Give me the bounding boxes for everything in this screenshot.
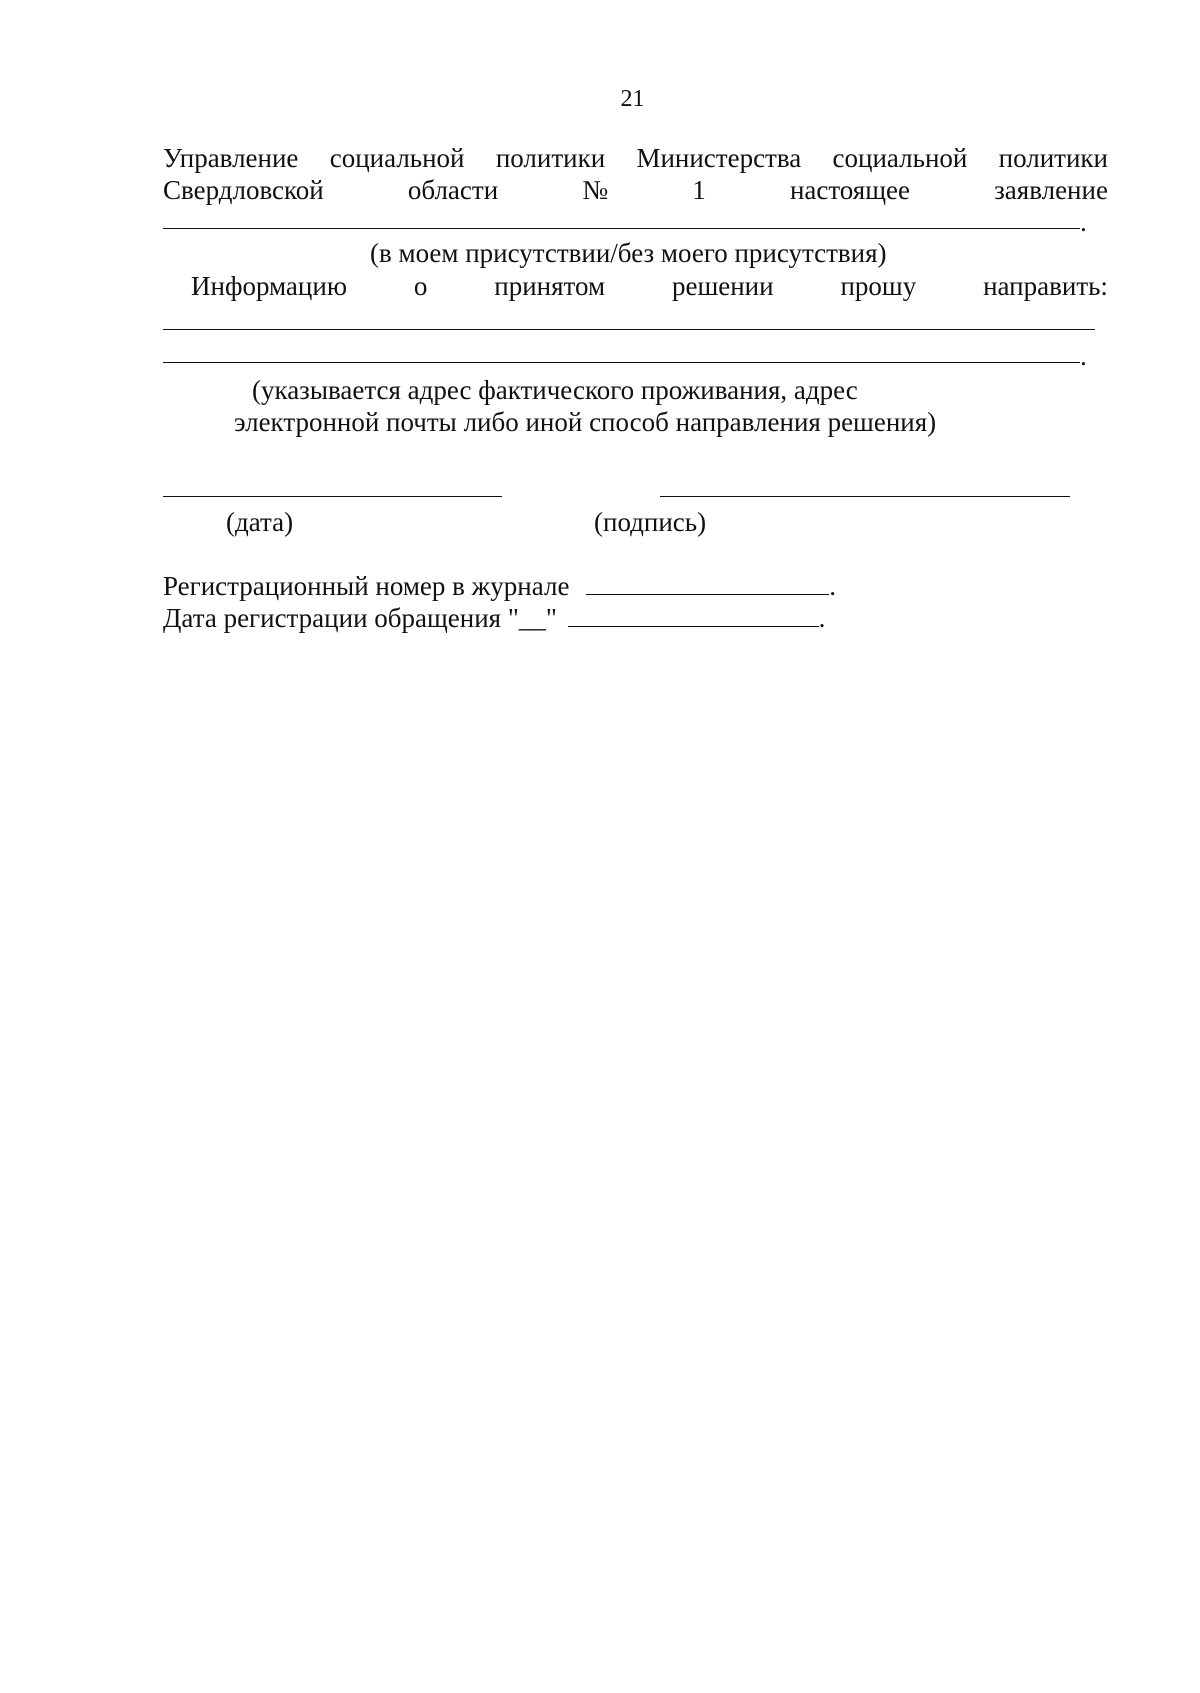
word: 1 — [692, 175, 706, 205]
signature-blank-line[interactable] — [660, 496, 1070, 497]
word: социальной — [832, 143, 968, 173]
word: № — [582, 175, 609, 205]
word: политики — [998, 143, 1108, 173]
word: настоящее — [789, 175, 910, 205]
registration-date-row — [163, 602, 825, 634]
page-number: 21 — [620, 86, 645, 112]
registration-date-end: . — [818, 603, 826, 633]
word: решении — [671, 271, 774, 301]
registration-date-label: Дата регистрации обращения — [163, 603, 502, 633]
registration-number-blank[interactable] — [586, 572, 829, 595]
address-line-end: . — [1080, 341, 1087, 371]
registration-number-end: . — [829, 571, 836, 601]
word: направить: — [983, 271, 1108, 301]
word: области — [407, 175, 499, 205]
date-label: (дата) — [226, 507, 294, 537]
registration-number-row — [163, 570, 836, 602]
word: социальной — [329, 143, 465, 173]
address-blank-line-2[interactable] — [163, 362, 1080, 363]
paragraph1-line1 — [163, 142, 1108, 174]
word: политики — [495, 143, 606, 173]
registration-number-label: Регистрационный номер в журнале — [163, 571, 570, 601]
presence-caption: (в моем присутствии/без моего присутствия) — [370, 238, 887, 268]
signature-label: (подпись) — [594, 507, 707, 537]
word: Информацию — [191, 271, 347, 301]
statement-line-end: . — [1080, 207, 1087, 237]
paragraph2-line1 — [191, 270, 1108, 302]
word: Министерства — [636, 143, 802, 173]
word: Управление — [163, 143, 299, 173]
word: о — [413, 271, 428, 301]
word: заявление — [994, 175, 1108, 205]
word: прошу — [840, 271, 917, 301]
registration-date-blank[interactable] — [568, 604, 819, 627]
word: принятом — [494, 271, 606, 301]
registration-date-quote: "__" — [507, 603, 557, 633]
paragraph1-line2 — [163, 174, 1108, 206]
statement-blank-line[interactable] — [163, 228, 1080, 229]
address-caption-line1: (указывается адрес фактического проживания, адрес — [252, 375, 858, 405]
address-blank-line-1[interactable] — [163, 329, 1095, 330]
word: Свердловской — [163, 175, 324, 205]
address-caption-line2: электронной почты либо иной способ направления решения) — [234, 407, 937, 437]
date-blank-line[interactable] — [163, 496, 502, 497]
